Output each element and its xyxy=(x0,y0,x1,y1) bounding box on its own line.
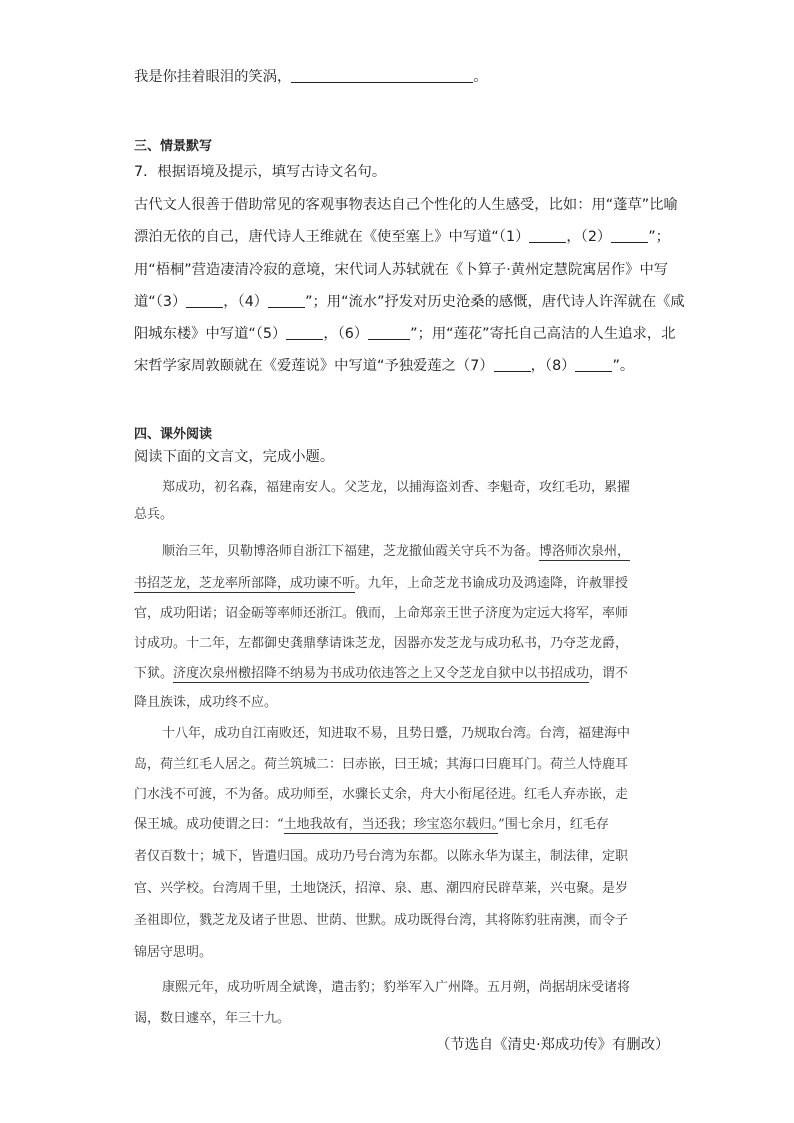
blank-2[interactable] xyxy=(611,228,648,243)
passage-line: 下狱。济度次泉州檄招降不纳易为书成功依违答之上又令芝龙自狱中以书招成功，谓不 xyxy=(134,666,629,681)
s3-line-4: 道“（3） ，（4） ”；用“流水”抒发对历史沧桑的感慨，唐代诗人许浑就在《咸 xyxy=(134,294,685,310)
passage-line: 岛，荷兰红毛人居之。荷兰筑城二：曰赤嵌，曰王城；其海口曰鹿耳门。荷兰人恃鹿耳 xyxy=(134,757,629,772)
poem-fill-end: 。 xyxy=(473,69,488,85)
passage-line: 者仅百数十；城下，皆遣归国。成功乃号台湾为东都。以陈永华为谋主，制法律，定职 xyxy=(134,849,629,864)
answer-blank[interactable] xyxy=(291,68,473,83)
passage-line: 康熙元年，成功听周全斌谗，遣击豹；豹举军入广州降。五月朔，尚据胡床受诸将 xyxy=(162,980,631,995)
blank-7[interactable] xyxy=(494,357,531,372)
underlined-sentence: 博洛师次泉州， xyxy=(539,544,631,559)
passage-line: 官，成功阳诺；诏金砺等率师还浙江。俄而，上命郑亲王世子济度为定远大将军，率师 xyxy=(134,606,629,621)
reading-intro: 阅读下面的文言文，完成小题。 xyxy=(134,449,335,465)
passage-line: 锦居守思明。 xyxy=(134,945,213,960)
blank-1[interactable] xyxy=(529,228,566,243)
s3-line-5: 阳城东楼》中写道“（5） ，（6） ”；用“莲花”寄托自己高洁的人生追求，北 xyxy=(134,326,676,342)
blank-4[interactable] xyxy=(268,293,305,308)
passage-line: 门水浅不可渡，不为备。成功师至，水骤长丈余，舟大小衔尾径进。红毛人弃赤嵌，走 xyxy=(134,787,629,802)
blank-5[interactable] xyxy=(286,325,323,340)
poem-fill-line xyxy=(134,66,488,86)
blank-8[interactable] xyxy=(575,357,612,372)
passage-line: 书招芝龙，芝龙率所部降，成功谏不听。九年，上命芝龙书谕成功及鸿逵降，许赦罪授 xyxy=(134,576,629,591)
underlined-sentence: 书招芝龙，芝龙率所部降，成功谏不听 xyxy=(134,576,356,591)
passage-line: 总兵。 xyxy=(134,507,174,522)
passage-line: 顺治三年，贝勒博洛师自浙江下福建，芝龙撤仙霞关守兵不为备。博洛师次泉州， xyxy=(162,544,631,559)
s3-line-3: 用“梧桐”营造凄清冷寂的意境，宋代词人苏轼就在《卜算子·黄州定慧院寓居作》中写 xyxy=(134,262,669,278)
underlined-sentence: 济度次泉州檄招降不纳易为书成功依违答之上又令芝龙自狱中以书招成功 xyxy=(173,666,590,681)
section-3-heading: 三、情景默写 xyxy=(134,139,213,154)
blank-6[interactable] xyxy=(368,325,410,340)
section-4-heading: 四、课外阅读 xyxy=(134,427,213,442)
passage-line: 降且族诛，成功终不应。 xyxy=(134,695,278,710)
passage-line: 圣祖即位，戮芝龙及诸子世恩、世荫、世默。成功既得台湾，其将陈豹驻南澳，而令子 xyxy=(134,913,629,928)
s3-line-1: 古代文人很善于借助常见的客观事物表达自己个性化的人生感受，比如：用“蓬草”比喻 xyxy=(134,197,678,213)
passage-line: 官、兴学校。台湾周千里，土地饶沃，招漳、泉、惠、潮四府民辟草莱，兴屯聚。是岁 xyxy=(134,881,629,896)
passage-line: 谒，数日遽卒，年三十九。 xyxy=(134,1011,291,1026)
passage-line: 郑成功，初名森，福建南安人。父芝龙，以捕海盗刘香、李魁奇，攻红毛功，累擢 xyxy=(162,480,631,495)
question-7: 7．根据语境及提示，填写古诗文名句。 xyxy=(134,164,387,180)
passage-line: 讨成功。十二年，左都御史龚鼎孳请诛芝龙，因器亦发芝龙与成功私书，乃夺芝龙爵， xyxy=(134,636,629,651)
passage-line: 十八年，成功自江南败还，知进取不易，且势日蹙，乃规取台湾。台湾，福建海中 xyxy=(162,726,631,741)
underlined-sentence: 土地我故有，当还我；珍宝恣尔载归。 xyxy=(283,817,499,832)
s3-line-6: 宋哲学家周敦颐就在《爱莲说》中写道“予独爱莲之（7） ，（8） ”。 xyxy=(134,358,635,374)
poem-fill-text: 我是你挂着眼泪的笑涡， xyxy=(134,69,292,85)
source-citation: （节选自《清史·郑成功传》有删改） xyxy=(436,1037,670,1053)
passage-line: 保王城。成功使谓之曰：“土地我故有，当还我；珍宝恣尔载归。”围七余月，红毛存 xyxy=(134,817,609,832)
blank-3[interactable] xyxy=(186,293,223,308)
s3-line-2: 漂泊无依的自己，唐代诗人王维就在《使至塞上》中写道“（1） ，（2） ”； xyxy=(134,229,670,245)
